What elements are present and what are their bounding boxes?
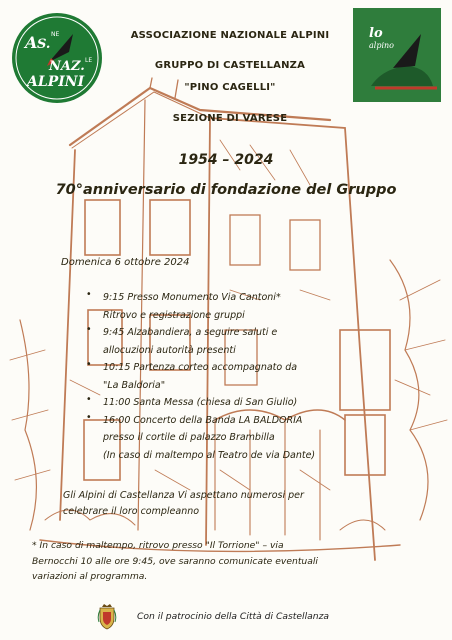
logo-letter-s: S. [37, 37, 51, 52]
note-line: Bernocchi 10 alle ore 9:45, ove saranno comunicate eventuali [32, 555, 318, 567]
logo-alpini: ALPINI [27, 74, 85, 90]
programme-item [86, 412, 406, 465]
programme-item [86, 324, 406, 359]
closing-line: Gli Alpini di Castellanza Vi aspettano numerosi per [63, 490, 304, 501]
patronage-text: Con il patrocinio della Città di Castellanza [137, 611, 330, 622]
note-line: variazioni al programma. [32, 571, 148, 582]
lo-alpino-subtitle: alpino [369, 41, 394, 50]
logo-ne: NE [51, 31, 60, 38]
programme-line: "La Baldoria" [103, 379, 166, 391]
note-line: * In caso di maltempo, ritrovo presso "Il Torrione" – via [32, 540, 284, 551]
association-title: ASSOCIAZIONE NAZIONALE ALPINI [130, 30, 330, 41]
bad-weather-note [32, 538, 422, 585]
city-crest-icon [97, 604, 117, 630]
section-title: SEZIONE DI VARESE [172, 113, 288, 124]
programme-line: Ritrovo e registrazione gruppi [103, 309, 245, 321]
programme-item [86, 359, 406, 394]
logo-le: LE [85, 57, 93, 64]
anniversary-title: 70°anniversario di fondazione del Gruppo [55, 182, 397, 198]
logo-naz: NAZ. [49, 59, 85, 74]
bullet-icon: • [86, 324, 92, 335]
lo-alpino-title: lo [369, 26, 383, 41]
bullet-icon: • [86, 359, 92, 370]
programme-line: (In caso di maltempo al Teatro de via Dante) [103, 449, 316, 461]
lo-alpino-logo [353, 8, 441, 102]
bullet-icon: • [86, 394, 92, 405]
programme-line: 9:15 Presso Monumento Via Cantoni* [103, 292, 281, 303]
programme-line: 11:00 Santa Messa (chiesa di San Giulio) [103, 397, 298, 408]
years-range: 1954 – 2024 [178, 152, 274, 168]
group-name: "PINO CAGELLI" [184, 82, 276, 93]
ana-logo [11, 12, 103, 104]
programme-list [86, 289, 406, 464]
programme-item [86, 394, 406, 412]
alpine-hat-icon [353, 8, 441, 102]
programme-item [86, 289, 406, 324]
programme-line: allocuzioni autorità presenti [103, 344, 236, 356]
bullet-icon: • [86, 411, 92, 423]
programme-line: 16:00 Concerto della Banda LA BALDORIA [103, 414, 303, 426]
programme-line: 9:45 Alzabandiera, a seguire saluti e [103, 327, 278, 338]
logo-letter-a: A [25, 33, 38, 52]
bullet-icon: • [86, 289, 92, 300]
event-date: Domenica 6 ottobre 2024 [61, 257, 190, 268]
closing-line: celebrare il loro compleanno [63, 506, 200, 517]
programme-line: 10:15 Partenza corteo accompagnato da [103, 362, 298, 373]
programme-line: presso il cortile di palazzo Brambilla [103, 432, 275, 443]
closing-message [63, 488, 383, 520]
group-title: GRUPPO DI CASTELLANZA [154, 60, 306, 71]
